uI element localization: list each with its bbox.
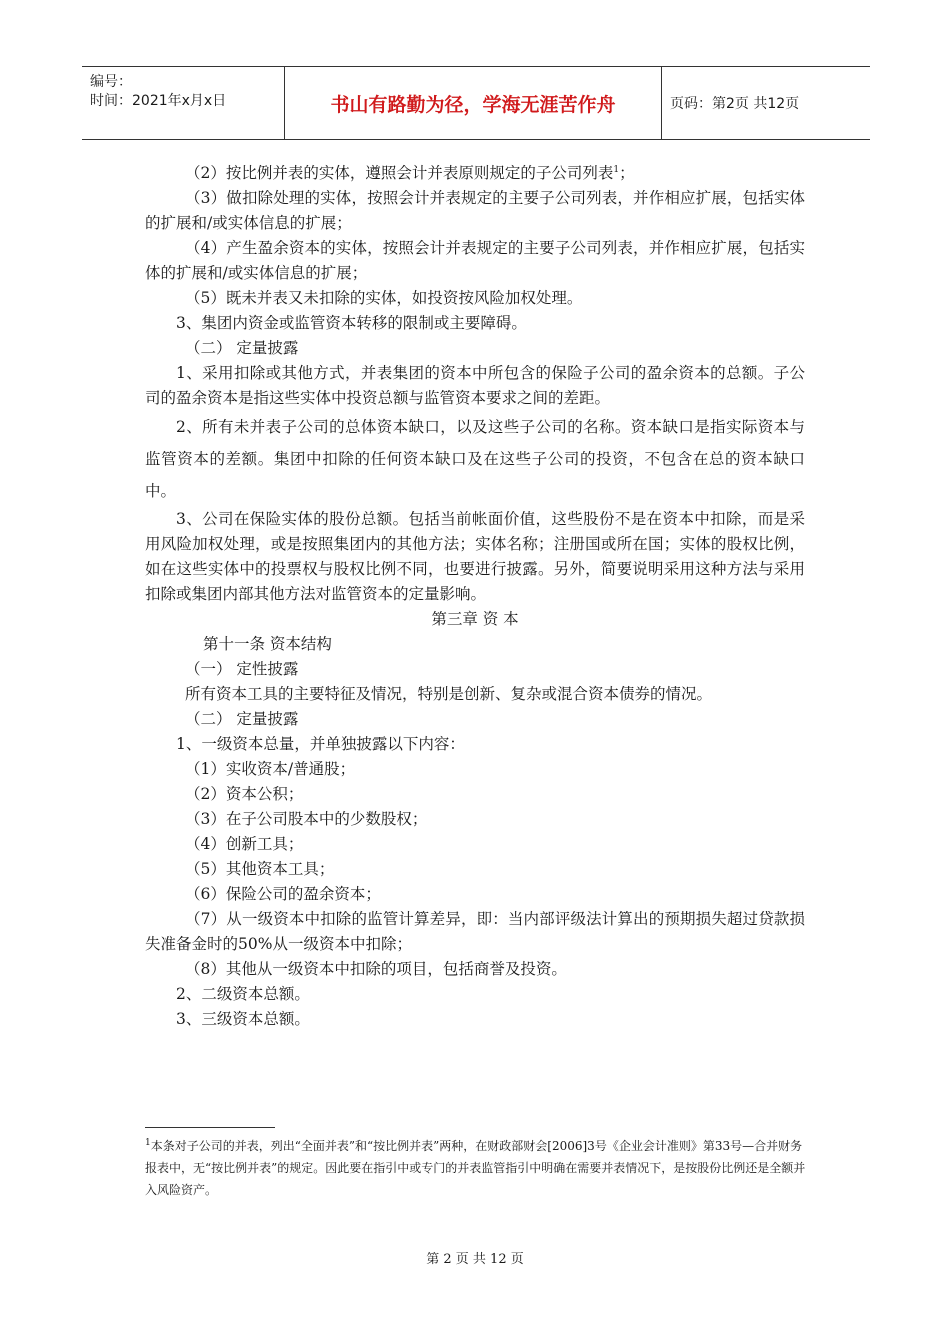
paragraph: 3、三级资本总额。 bbox=[176, 1010, 310, 1029]
list-item: （6）保险公司的盈余资本； bbox=[185, 885, 381, 904]
page-header bbox=[82, 66, 870, 140]
paragraph: 1、采用扣除或其他方式，并表集团的资本中所包含的保险子公司的盈余资本的总额。子公司的盈余资本是指这些实体中投资总额与监管资本要求之间的差距。 bbox=[145, 364, 805, 408]
section-heading: （二） 定量披露 bbox=[185, 339, 299, 358]
header-page-info: 页码：第2页 共12页 bbox=[670, 96, 800, 112]
footnote-divider bbox=[145, 1127, 275, 1128]
paragraph: 2、所有未并表子公司的总体资本缺口，以及这些子公司的名称。资本缺口是指实际资本与监管资本的差额。集团中扣除的任何资本缺口及在这些子公司的投资，不包含在总的资本缺口中。 bbox=[145, 418, 805, 501]
paragraph-text: （2）按比例并表的实体，遵照会计并表原则规定的子公司列表 bbox=[185, 164, 614, 183]
section-heading: （二） 定量披露 bbox=[185, 710, 299, 729]
header-meta bbox=[82, 67, 285, 139]
list-item: （8）其他从一级资本中扣除的项目，包括商誉及投资。 bbox=[185, 960, 567, 979]
list-item: （2）资本公积； bbox=[185, 785, 304, 804]
document-body bbox=[145, 158, 805, 1032]
paragraph: （5）既未并表又未扣除的实体，如投资按风险加权处理。 bbox=[185, 289, 583, 308]
footnote bbox=[145, 1132, 810, 1201]
chapter-heading: 第三章 资 本 bbox=[431, 610, 519, 629]
document-number-label: 编号： bbox=[90, 74, 132, 90]
list-item: （7）从一级资本中扣除的监管计算差异，即：当内部评级法计算出的预期损失超过贷款损失准备金时的50%从一级资本中扣除； bbox=[145, 910, 805, 954]
footnote-mark: 1 bbox=[145, 1138, 151, 1148]
paragraph: 所有资本工具的主要特征及情况，特别是创新、复杂或混合资本债券的情况。 bbox=[185, 685, 713, 704]
paragraph: 2、二级资本总额。 bbox=[176, 985, 310, 1004]
list-item: （5）其他资本工具； bbox=[185, 860, 335, 879]
footnote-text: 本条对子公司的并表，列出“全面并表”和“按比例并表”两种，在财政部财会[2006]3号《企业会计准则》第33号—合并财务报表中，无“按比例并表”的规定。因此要在指引中或专门的并表监管指引中明确在需要并表情况下，是按股份比例还是全额并入风险资产。 bbox=[145, 1139, 806, 1197]
paragraph: （3）做扣除处理的实体，按照会计并表规定的主要子公司列表，并作相应扩展，包括实体的扩展和/或实体信息的扩展； bbox=[145, 189, 805, 233]
list-item: （1）实收资本/普通股； bbox=[185, 760, 356, 779]
list-item: （3）在子公司股本中的少数股权； bbox=[185, 810, 428, 829]
paragraph: 3、公司在保险实体的股份总额。包括当前帐面价值，这些股份不是在资本中扣除，而是采用风险加权处理，或是按照集团内的其他方法；实体名称；注册国或所在国；实体的股权比例，如在这些实体中的投票权与股权比例不同，也要进行披露。另外，简要说明采用这种方法与采用扣除或集团内部其他方法对监管资本的定量影响。 bbox=[145, 510, 805, 604]
footnote-reference: 1 bbox=[613, 165, 620, 175]
paragraph: 1、一级资本总量，并单独披露以下内容： bbox=[176, 735, 465, 754]
paragraph-text: ； bbox=[619, 164, 635, 183]
list-item: （4）创新工具； bbox=[185, 835, 304, 854]
paragraph bbox=[145, 158, 805, 186]
page-footer: 第 2 页 共 12 页 bbox=[426, 1252, 524, 1267]
paragraph: 3、集团内资金或监管资本转移的限制或主要障碍。 bbox=[176, 314, 527, 333]
section-heading: （一） 定性披露 bbox=[185, 660, 299, 679]
article-heading: 第十一条 资本结构 bbox=[203, 635, 332, 654]
paragraph: （4）产生盈余资本的实体，按照会计并表规定的主要子公司列表，并作相应扩展，包括实体的扩展和/或实体信息的扩展； bbox=[145, 239, 805, 283]
header-motto: 书山有路勤为径，学海无涯苦作舟 bbox=[285, 67, 662, 139]
document-time: 时间：2021年x月x日 bbox=[90, 93, 227, 109]
